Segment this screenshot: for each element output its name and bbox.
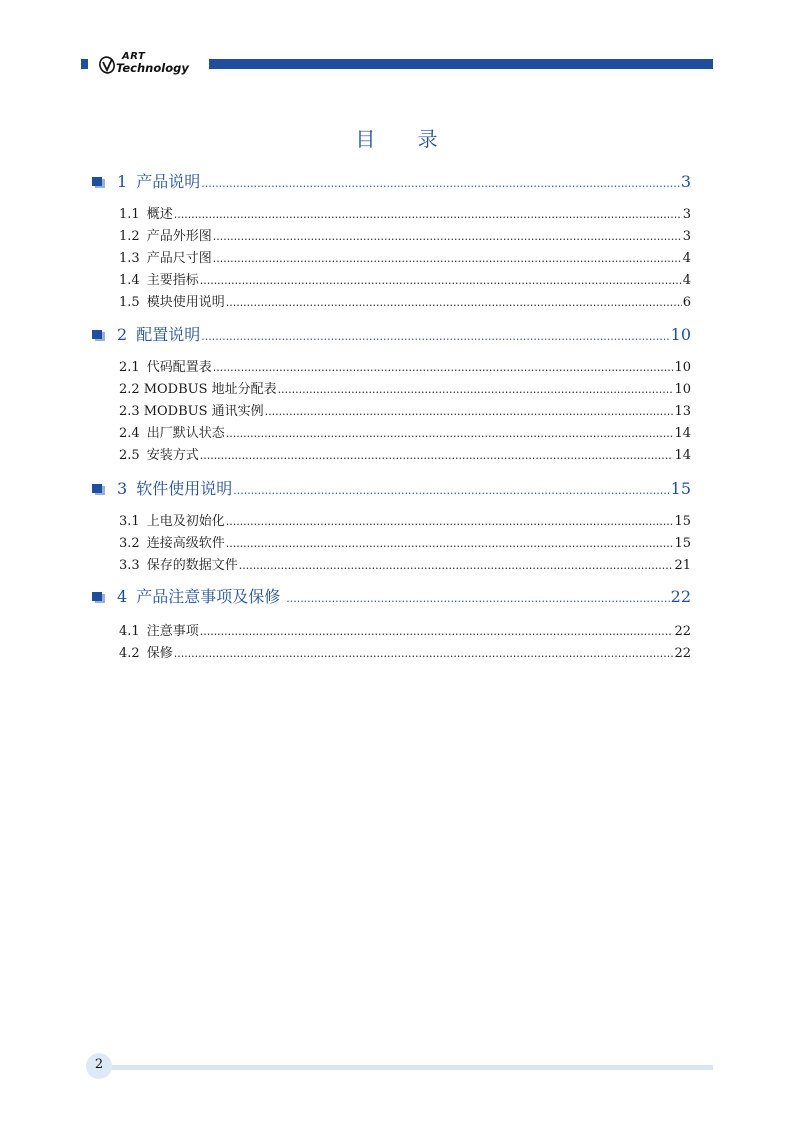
section-page: 10 [674, 382, 691, 397]
section-title: 安装方式 [146, 448, 199, 463]
section-title: 产品外形图 [146, 229, 212, 244]
header-square [81, 59, 88, 69]
chapter-page: 15 [670, 479, 691, 498]
section-number: 3.3 [119, 558, 140, 573]
chapter-bullet-icon [92, 177, 105, 188]
dot-leader [278, 383, 674, 396]
section-number: 4.2 [119, 646, 140, 661]
toc-section[interactable] [119, 247, 691, 265]
chapter-title: 产品注意事项及保修 [136, 587, 281, 606]
dot-leader [226, 515, 674, 528]
chapter-page: 10 [670, 325, 691, 344]
page-title: 目 录 [355, 127, 456, 151]
toc-section[interactable] [119, 620, 691, 638]
section-number: 2.5 [119, 448, 140, 463]
section-page: 13 [674, 404, 691, 419]
toc-section[interactable] [119, 642, 691, 660]
section-number: 2.1 [119, 360, 140, 375]
chapter-number: 2 [117, 325, 128, 344]
toc-chapter-4[interactable] [92, 584, 691, 608]
chapter-number: 3 [117, 479, 128, 498]
section-page: 14 [674, 426, 691, 441]
toc-section[interactable] [119, 400, 691, 418]
section-number: 1.2 [119, 229, 140, 244]
page-number: 2 [94, 1057, 104, 1072]
section-number: 1.3 [119, 251, 140, 266]
section-page: 4 [682, 251, 691, 266]
section-page: 15 [674, 536, 691, 551]
dot-leader [265, 405, 674, 418]
section-number: 3.2 [119, 536, 140, 551]
section-page: 10 [674, 360, 691, 375]
toc-section[interactable] [119, 510, 691, 528]
dot-leader [200, 274, 682, 287]
toc-chapter-3[interactable] [92, 476, 691, 500]
toc-chapter-1[interactable] [92, 169, 691, 193]
toc-section[interactable] [119, 203, 691, 221]
section-number: 2.4 [119, 426, 140, 441]
section-page: 3 [682, 207, 691, 222]
chapter-number: 4 [117, 587, 128, 606]
section-title: 注意事项 [146, 624, 199, 639]
dot-leader [213, 361, 674, 374]
chapter-bullet-icon [92, 484, 105, 495]
section-page: 15 [674, 514, 691, 529]
dot-leader [201, 330, 669, 343]
toc-section[interactable] [119, 378, 691, 396]
section-title: 出厂默认状态 [146, 426, 225, 441]
section-page: 4 [682, 273, 691, 288]
dot-leader [226, 537, 674, 550]
chapter-bullet-icon [92, 592, 105, 603]
section-page: 14 [674, 448, 691, 463]
logo-line-2: Technology [116, 61, 189, 75]
dot-leader [233, 484, 669, 497]
dot-leader [200, 449, 674, 462]
section-page: 22 [674, 646, 691, 661]
toc-section[interactable] [119, 532, 691, 550]
section-page: 3 [682, 229, 691, 244]
chapter-page: 3 [680, 172, 691, 191]
chapter-number: 1 [117, 172, 128, 191]
toc-section[interactable] [119, 444, 691, 462]
section-title: MODBUS 地址分配表 [143, 382, 277, 397]
toc-section[interactable] [119, 269, 691, 287]
dot-leader [174, 647, 674, 660]
section-number: 2.2 [119, 382, 140, 397]
chapter-title: 配置说明 [136, 325, 201, 344]
section-page: 21 [674, 558, 691, 573]
toc-section[interactable] [119, 291, 691, 309]
toc-chapter-2[interactable] [92, 322, 691, 346]
dot-leader [213, 252, 682, 265]
section-title: 连接高级软件 [146, 536, 225, 551]
chapter-bullet-icon [92, 330, 105, 341]
section-page: 6 [682, 295, 691, 310]
section-number: 1.1 [119, 207, 140, 222]
dot-leader [286, 592, 669, 605]
section-number: 4.1 [119, 624, 140, 639]
toc-section[interactable] [119, 356, 691, 374]
dot-leader [174, 208, 682, 221]
dot-leader [200, 625, 674, 638]
logo-mark-icon [98, 54, 118, 74]
chapter-page: 22 [670, 587, 691, 606]
section-title: MODBUS 通讯实例 [143, 404, 264, 419]
chapter-title: 软件使用说明 [136, 479, 233, 498]
dot-leader [239, 559, 674, 572]
art-technology-logo [98, 52, 203, 78]
footer-bar [103, 1065, 713, 1070]
section-number: 3.1 [119, 514, 140, 529]
dot-leader [226, 427, 674, 440]
section-title: 主要指标 [146, 273, 199, 288]
section-number: 2.3 [119, 404, 140, 419]
section-title: 保修 [146, 646, 173, 661]
dot-leader [226, 296, 682, 309]
section-title: 代码配置表 [146, 360, 212, 375]
toc-section[interactable] [119, 225, 691, 243]
dot-leader [201, 177, 680, 190]
section-title: 产品尺寸图 [146, 251, 212, 266]
section-title: 上电及初始化 [146, 514, 225, 529]
chapter-title: 产品说明 [136, 172, 201, 191]
section-title: 保存的数据文件 [146, 558, 238, 573]
section-title: 模块使用说明 [146, 295, 225, 310]
toc-section[interactable] [119, 554, 691, 572]
logo-line-1: ART [122, 51, 146, 62]
header-bar [209, 59, 713, 69]
section-page: 22 [674, 624, 691, 639]
section-number: 1.5 [119, 295, 140, 310]
section-number: 1.4 [119, 273, 140, 288]
section-title: 概述 [146, 207, 173, 222]
dot-leader [213, 230, 682, 243]
toc-section[interactable] [119, 422, 691, 440]
